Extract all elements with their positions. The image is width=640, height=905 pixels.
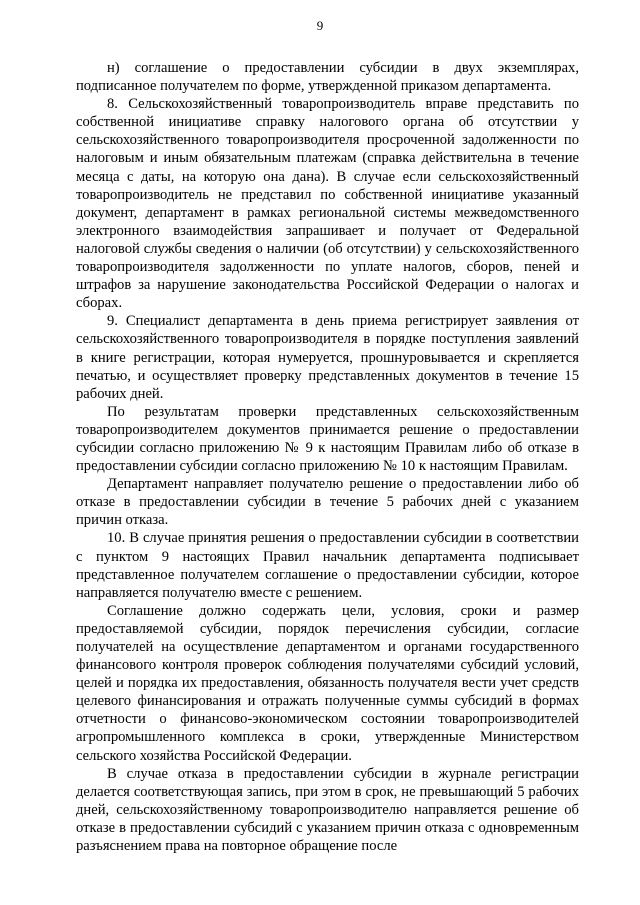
page-number: 9	[316, 18, 324, 33]
paragraph-item-n: н) соглашение о предоставлении субсидии в двух экземплярах, подписанное получателем по форме, утвержденной приказом департамента.	[76, 60, 579, 95]
paragraph-clause-10: 10. В случае принятия решения о предоставлении субсидии в соответствии с пунктом 9 настоящих Правил начальник департамента подписывает представленное получателем соглашение о предоставлении субсидии, которое направляется получателю вместе с решением.	[76, 530, 579, 601]
paragraph-clause-9: 9. Специалист департамента в день приема регистрирует заявления от сельскохозяйственного товаропроизводителя в порядке поступления заявлений в книге регистрации, которая нумеруется, прошнуровывается и скрепляется печатью, и осуществляет проверку представленных документов в течение 15 рабочих дней.	[76, 313, 579, 402]
paragraph-agreement-content: Соглашение должно содержать цели, условия, сроки и размер предоставляемой субсидии, порядок перечисления субсидии, согласие получателей на осуществление департаментом и органами государственного финансового контроля проверок соблюдения получателями субсидий условий, целей и порядка их предоставления, обязанность получателя вести учет средств целевого финансирования и отражать полученные суммы субсидий в формах отчетности о финансово-экономическом состоянии товаропроизводителей агропромышленного комплекса в сроки, утвержденные Министерством сельского хозяйства Российской Федерации.	[76, 602, 579, 764]
document-body	[76, 59, 579, 855]
paragraph-refusal: В случае отказа в предоставлении субсидии в журнале регистрации делается соответствующая запись, при этом в срок, не превышающий 5 рабочих дней, сельскохозяйственному товаропроизводителю направляется решение об отказе в предоставлении субсидий с указанием причин отказа с одновременным разъяснением права на повторное обращение после	[76, 765, 579, 855]
paragraph-decision-notice: Департамент направляет получателю решение о предоставлении либо об отказе в предоставлении субсидии в течение 5 рабочих дней с указанием причин отказа.	[76, 476, 579, 529]
paragraph-check-results: По результатам проверки представленных сельскохозяйственным товаропроизводителем документов принимается решение о предоставлении субсидии согласно приложению № 9 к настоящим Правилам либо об отказе в предоставлении субсидии согласно приложению № 10 к настоящим Правилам.	[76, 403, 579, 475]
paragraph-clause-8: 8. Сельскохозяйственный товаропроизводитель вправе представить по собственной инициативе справку налогового органа об отсутствии у сельскохозяйственного товаропроизводителя просроченной задолженности по налоговым и иным обязательным платежам (справка действительна в течение месяца с даты, на которую она дана). В случае если сельскохозяйственный товаропроизводитель не представил по собственной инициативе указанный документ, департамент в рамках региональной системы межведомственного электронного взаимодействия запрашивает и получает от Федеральной налоговой службы сведения о наличии (об отсутствии) у сельскохозяйственного товаропроизводителя задолженности по уплате налогов, сборов, пеней и штрафов за нарушение законодательства Российской Федерации о налогах и сборах.	[76, 96, 579, 312]
